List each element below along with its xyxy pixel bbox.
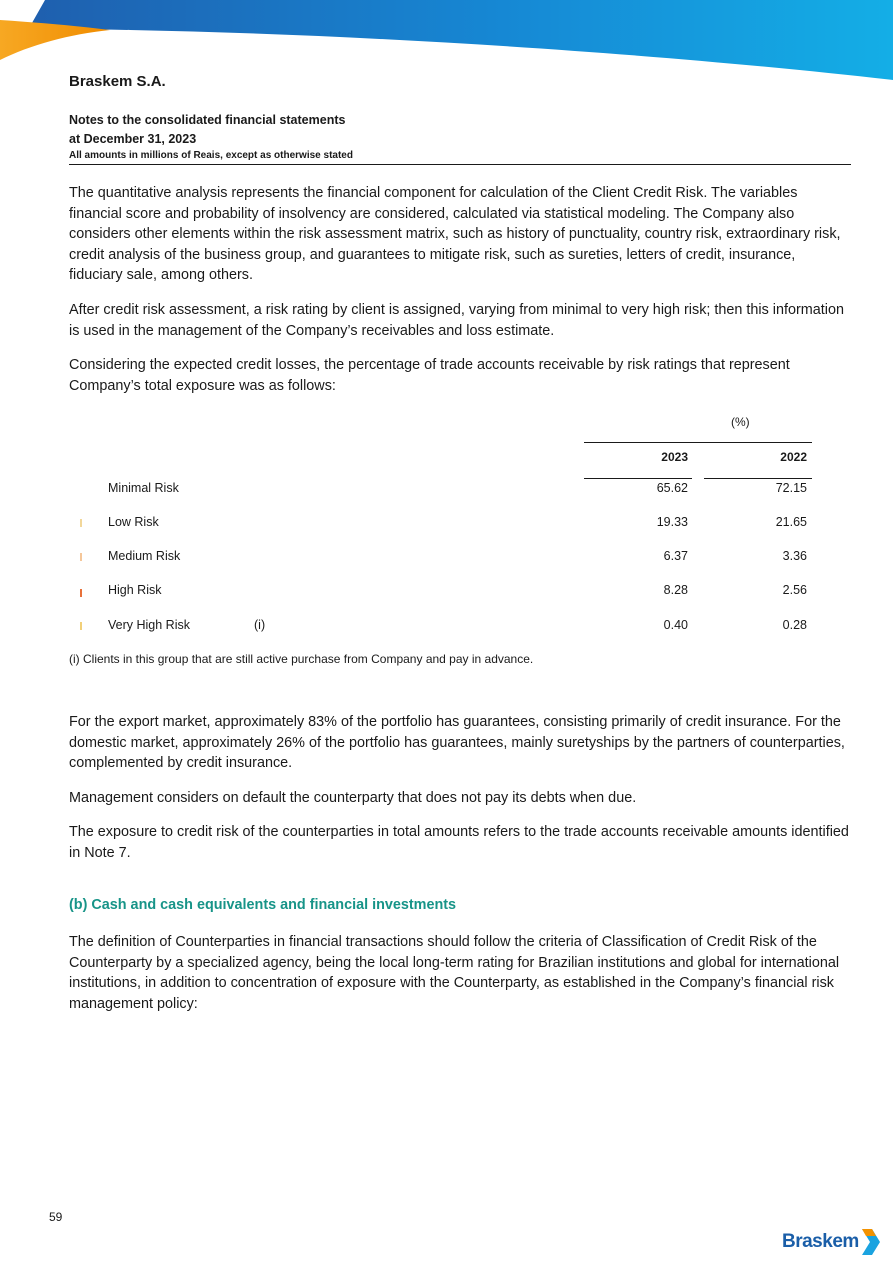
column-rule-2022 <box>704 478 812 479</box>
risk-color-marker <box>80 622 82 630</box>
header-divider <box>69 164 851 165</box>
notes-title: Notes to the consolidated financial statements <box>69 113 346 127</box>
page-number: 59 <box>49 1210 63 1224</box>
value-2023: 0.40 <box>663 618 688 632</box>
paragraph-expected-losses: Considering the expected credit losses, the percentage of trade accounts receivable by risk ratings that represent Company’s total exposure was as follows: <box>69 357 790 394</box>
column-header-2023: 2023 <box>661 450 688 464</box>
table-top-rule <box>584 442 812 443</box>
column-header-2022: 2022 <box>780 450 807 464</box>
row-label: Very High Risk <box>108 618 190 632</box>
value-2023: 8.28 <box>663 583 688 597</box>
value-2022: 0.28 <box>782 618 807 632</box>
notes-date: at December 31, 2023 <box>69 132 197 146</box>
table-footnote: (i) Clients in this group that are still active purchase from Company and pay in advance. <box>69 652 534 666</box>
value-2022: 72.15 <box>775 481 807 495</box>
value-2023: 19.33 <box>656 515 688 529</box>
paragraph-exposure: The exposure to credit risk of the counterparties in total amounts refers to the trade accounts receivable amounts identified in Note 7. <box>69 824 849 861</box>
risk-color-marker <box>80 589 82 597</box>
logo-text: Braskem <box>782 1231 859 1252</box>
column-rule-2023 <box>584 478 692 479</box>
company-name: Braskem S.A. <box>69 73 166 90</box>
paragraph-quantitative-analysis: The quantitative analysis represents the financial component for calculation of the Client Credit Risk. The variables financial score and probability of insolvency are considered, calculated via statistical modeling. The Company also considers other elements within the risk assessment matrix, such as history of punctuality, country risk, extraordinary risk, credit analysis of the business group, and guarantees to mitigate risk, such as sureties, letters of credit, insurance, fiduciary sale, among others. <box>69 185 841 283</box>
value-2023: 6.37 <box>663 549 688 563</box>
value-2022: 2.56 <box>782 583 807 597</box>
paragraph-counterparties: The definition of Counterparties in financial transactions should follow the criteria of Classification of Credit Risk of the Counterparty by a specialized agency, being the local long-term rating for Brazilian institutions and global for international institutions, in addition to concentration of exposure with the Counterparty, as established in the Company’s financial risk management policy: <box>69 934 840 1012</box>
row-label: Medium Risk <box>108 549 181 563</box>
value-2023: 65.62 <box>656 481 688 495</box>
table-unit-label: (%) <box>731 415 750 429</box>
paragraph-guarantees: For the export market, approximately 83% of the portfolio has guarantees, consisting primarily of credit insurance. For the domestic market, approximately 26% of the portfolio has guarantees, mainly suretyships by the partners of counterparties, complemented by credit insurance. <box>69 714 845 771</box>
row-label: High Risk <box>108 583 162 597</box>
risk-color-marker <box>80 485 82 493</box>
braskem-logo <box>782 1227 882 1257</box>
paragraph-default: Management considers on default the counterparty that does not pay its debts when due. <box>69 790 637 806</box>
section-heading: (b) Cash and cash equivalents and financial investments <box>69 897 457 913</box>
row-footnote-ref: (i) <box>254 618 266 632</box>
amounts-note: All amounts in millions of Reais, except as otherwise stated <box>69 150 353 161</box>
row-label: Minimal Risk <box>108 481 179 495</box>
paragraph-risk-rating: After credit risk assessment, a risk rating by client is assigned, varying from minimal to very high risk; then this information is used in the management of the Company’s receivables and loss estimate. <box>69 302 844 339</box>
value-2022: 21.65 <box>775 515 807 529</box>
risk-color-marker <box>80 519 82 527</box>
logo-chevron-icon <box>860 1227 882 1257</box>
row-label: Low Risk <box>108 515 159 529</box>
value-2022: 3.36 <box>782 549 807 563</box>
risk-color-marker <box>80 553 82 561</box>
